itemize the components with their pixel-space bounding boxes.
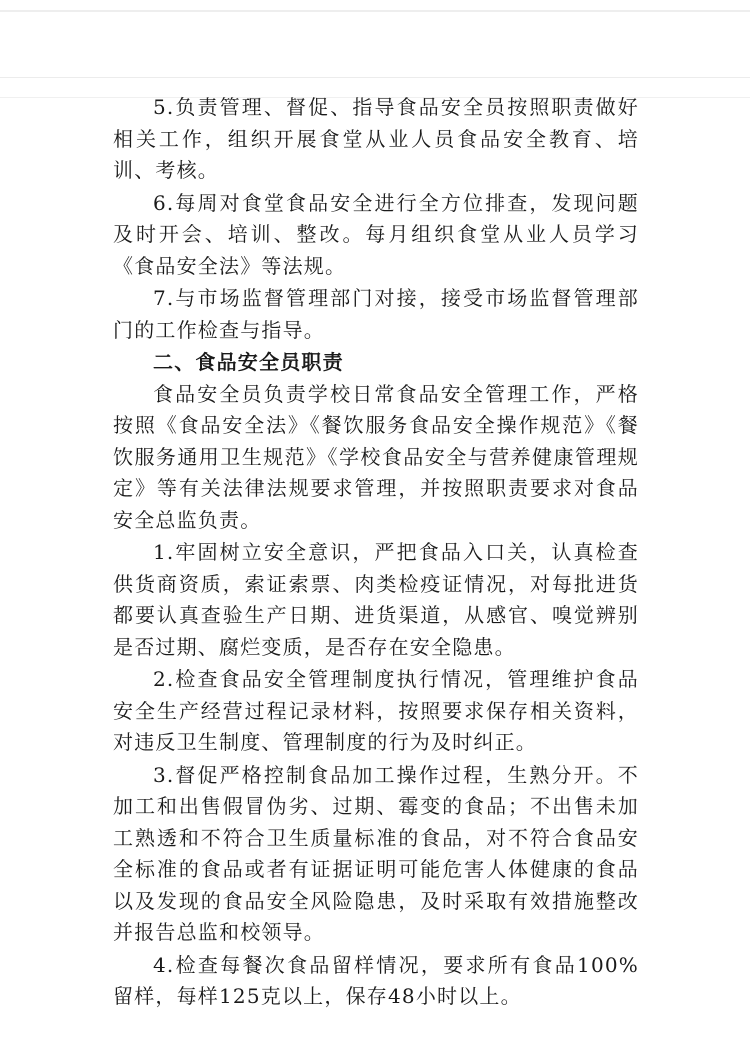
document-page (113, 92, 639, 1014)
section-heading: 二、食品安全员职责 (153, 350, 344, 374)
scan-artifact-line (0, 10, 750, 12)
officer-duty-1: 1.牢固树立安全意识，严把食品入口关，认真检查供货商资质，索证索票、肉类检疫证情况，对每批进货都要认真查验生产日期、进货渠道，从感官、嗅觉辨别是否过期、腐烂变质，是否存在安全隐患。 (113, 540, 639, 659)
officer-duty-4: 4.检查每餐次食品留样情况，要求所有食品100%留样，每样125克以上，保存48小时以上。 (113, 952, 639, 1008)
paragraph-duty-6: 6.每周对食堂食品安全进行全方位排查，发现问题及时开会、培训、整改。每月组织食堂从业人员学习《食品安全法》等法规。 (113, 190, 639, 278)
section-intro-paragraph: 食品安全员负责学校日常食品安全管理工作，严格按照《食品安全法》《餐饮服务食品安全操作规范》《餐饮服务通用卫生规范》《学校食品安全与营养健康管理规定》等有关法律法规要求管理，并按照职责要求对食品安全总监负责。 (113, 381, 639, 532)
officer-duty-2: 2.检查食品安全管理制度执行情况，管理维护食品安全生产经营过程记录材料，按照要求保存相关资料，对违反卫生制度、管理制度的行为及时纠正。 (113, 667, 639, 754)
officer-duty-3: 3.督促严格控制食品加工操作过程，生熟分开。不加工和出售假冒伪劣、过期、霉变的食品；不出售未加工熟透和不符合卫生质量标准的食品，对不符合食品安全标准的食品或者有证据证明可能危害人体健康的食品以及发现的食品安全风险隐患，及时采取有效措施整改并报告总监和校领导。 (113, 762, 639, 944)
paragraph-duty-7: 7.与市场监督管理部门对接，接受市场监督管理部门的工作检查与指导。 (113, 286, 639, 342)
paragraph-duty-5: 5.负责管理、督促、指导食品安全员按照职责做好相关工作，组织开展食堂从业人员食品安全教育、培训、考核。 (113, 95, 639, 182)
scan-artifact-line (0, 77, 750, 78)
